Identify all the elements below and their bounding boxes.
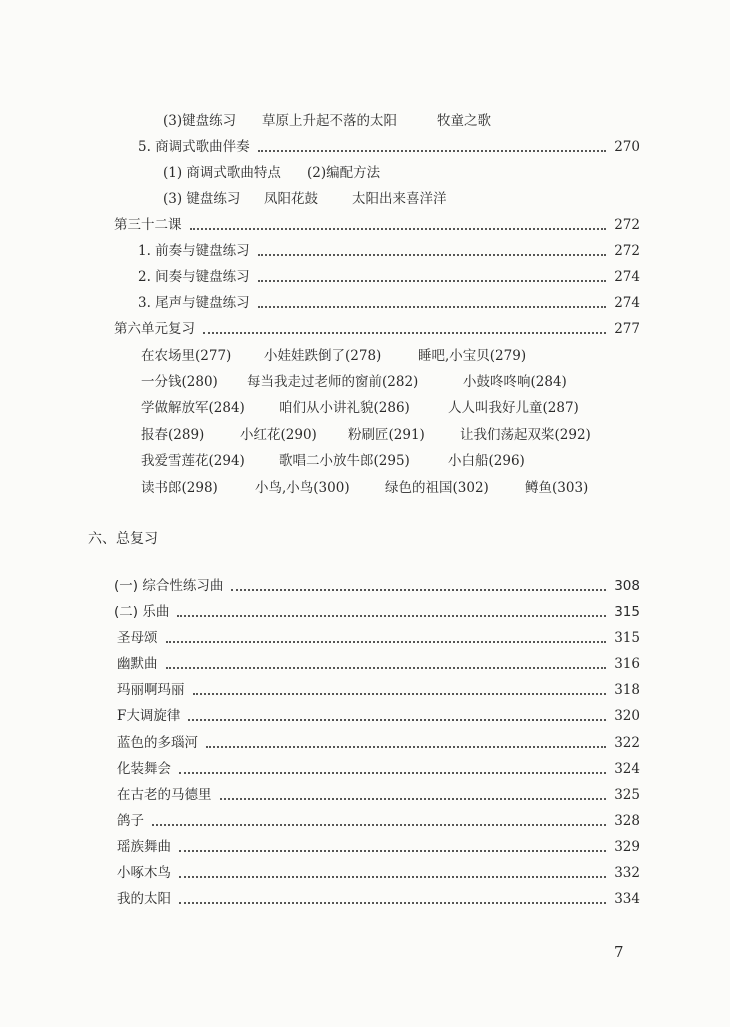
- toc-entry-part[interactable]: [114, 602, 640, 622]
- song-entry[interactable]: 粉刷匠(291): [348, 427, 425, 443]
- toc-text: (1) 商调式歌曲特点: [163, 165, 281, 181]
- toc-entry-page: 315: [614, 604, 640, 620]
- song-entry[interactable]: 鳟鱼(303): [525, 480, 589, 496]
- toc-text: (3)键盘练习: [163, 113, 237, 129]
- toc-entry-page: 272: [614, 243, 640, 259]
- toc-entry-page: 328: [614, 813, 640, 829]
- toc-entry-label: 5. 商调式歌曲伴奏: [138, 139, 250, 155]
- toc-entry-page: 308: [614, 578, 640, 594]
- song-list-row: [0, 451, 730, 471]
- toc-entry-label: 第三十二课: [114, 217, 182, 233]
- leader-dots: [166, 640, 607, 643]
- toc-entry-label: 幽默曲: [117, 656, 158, 672]
- toc-entry-page: 316: [614, 656, 640, 672]
- toc-text: (2)编配方法: [307, 165, 381, 181]
- toc-entry-label: 玛丽啊玛丽: [117, 682, 185, 698]
- song-list-row: [0, 372, 730, 392]
- song-entry[interactable]: 睡吧,小宝贝(279): [418, 348, 527, 364]
- leader-dots: [152, 823, 606, 826]
- leader-dots: [179, 771, 606, 774]
- toc-entry-piece[interactable]: [117, 628, 640, 648]
- song-entry[interactable]: 报春(289): [141, 427, 205, 443]
- page-number: 7: [614, 943, 624, 961]
- toc-entry-page: 324: [614, 761, 640, 777]
- song-entry[interactable]: 让我们荡起双桨(292): [460, 427, 591, 443]
- toc-text: 牧童之歌: [437, 113, 491, 129]
- toc-entry-label: 我的太阳: [117, 891, 171, 907]
- toc-entry-page: 272: [614, 217, 640, 233]
- toc-entry-page: 315: [614, 630, 640, 646]
- toc-entry-label: 1. 前奏与键盘练习: [138, 243, 250, 259]
- toc-entry-label: 第六单元复习: [114, 321, 195, 337]
- toc-entry-label: 在古老的马德里: [117, 787, 212, 803]
- song-entry[interactable]: 小娃娃跌倒了(278): [264, 348, 382, 364]
- toc-entry-label: (一) 综合性练习曲: [114, 578, 224, 594]
- leader-dots: [220, 797, 607, 800]
- toc-text: 太阳出来喜洋洋: [352, 191, 447, 207]
- subitem-line: [0, 163, 730, 183]
- leader-dots: [179, 901, 606, 904]
- toc-entry-piece[interactable]: [117, 811, 640, 831]
- toc-entry-unit6-review[interactable]: [114, 319, 640, 339]
- song-list-row: [0, 398, 730, 418]
- toc-entry-page: 318: [614, 682, 640, 698]
- toc-entry-lesson32-item[interactable]: [138, 241, 640, 261]
- toc-entry-label: 2. 间奏与键盘练习: [138, 269, 250, 285]
- toc-entry-page: 329: [614, 839, 640, 855]
- leader-dots: [258, 253, 606, 256]
- song-entry[interactable]: 一分钱(280): [141, 374, 218, 390]
- song-entry[interactable]: 小鸟,小鸟(300): [255, 480, 350, 496]
- toc-text: (3) 键盘练习: [163, 191, 241, 207]
- leader-dots: [179, 875, 606, 878]
- song-entry[interactable]: 歌唱二小放牛郎(295): [279, 453, 410, 469]
- leader-dots: [231, 588, 606, 591]
- toc-entry-piece[interactable]: [117, 837, 640, 857]
- toc-entry-item5[interactable]: [138, 137, 640, 157]
- leader-dots: [206, 745, 606, 748]
- song-entry[interactable]: 小白船(296): [448, 453, 525, 469]
- song-entry[interactable]: 小鼓咚咚响(284): [463, 374, 567, 390]
- song-list-row: [0, 346, 730, 366]
- toc-entry-label: (二) 乐曲: [114, 604, 170, 620]
- toc-entry-piece[interactable]: [117, 706, 640, 726]
- toc-text: 草原上升起不落的太阳: [262, 113, 397, 129]
- leader-dots: [258, 305, 606, 308]
- toc-entry-page: 334: [614, 891, 640, 907]
- toc-entry-lesson32[interactable]: [114, 215, 640, 235]
- keyboard-exercise-line-2: [0, 189, 730, 209]
- song-entry[interactable]: 每当我走过老师的窗前(282): [247, 374, 419, 390]
- toc-entry-part[interactable]: [114, 576, 640, 596]
- toc-entry-piece[interactable]: [117, 680, 640, 700]
- toc-entry-label: 化装舞会: [117, 761, 171, 777]
- toc-entry-piece[interactable]: [117, 733, 640, 753]
- leader-dots: [258, 279, 606, 282]
- toc-entry-page: 332: [614, 865, 640, 881]
- toc-entry-label: F大调旋律: [117, 708, 181, 724]
- toc-entry-lesson32-item[interactable]: [138, 293, 640, 313]
- toc-entry-lesson32-item[interactable]: [138, 267, 640, 287]
- leader-dots: [188, 718, 606, 721]
- song-entry[interactable]: 读书郎(298): [141, 480, 218, 496]
- song-entry[interactable]: 我爱雪莲花(294): [141, 453, 245, 469]
- toc-entry-page: 325: [614, 787, 640, 803]
- leader-dots: [190, 227, 607, 230]
- toc-entry-page: 274: [614, 295, 640, 311]
- toc-entry-page: 320: [614, 708, 640, 724]
- leader-dots: [203, 331, 606, 334]
- toc-entry-label: 瑶族舞曲: [117, 839, 171, 855]
- leader-dots: [166, 666, 607, 669]
- toc-entry-label: 鸽子: [117, 813, 144, 829]
- section-heading: 六、总复习: [88, 531, 158, 547]
- toc-entry-label: 蓝色的多瑙河: [117, 735, 198, 751]
- toc-entry-page: 322: [614, 735, 640, 751]
- song-list-row: [0, 425, 730, 445]
- leader-dots: [258, 149, 606, 152]
- song-entry[interactable]: 在农场里(277): [141, 348, 232, 364]
- song-list-row: [0, 478, 730, 498]
- toc-entry-label: 3. 尾声与键盘练习: [138, 295, 250, 311]
- song-entry[interactable]: 咱们从小讲礼貌(286): [279, 400, 410, 416]
- toc-entry-page: 277: [614, 321, 640, 337]
- toc-entry-piece[interactable]: [117, 785, 640, 805]
- leader-dots: [193, 692, 607, 695]
- toc-entry-piece[interactable]: [117, 863, 640, 883]
- song-entry[interactable]: 小红花(290): [240, 427, 317, 443]
- song-entry[interactable]: 学做解放军(284): [141, 400, 245, 416]
- song-entry[interactable]: 人人叫我好儿童(287): [448, 400, 579, 416]
- toc-entry-page: 274: [614, 269, 640, 285]
- keyboard-exercise-line-1: [0, 111, 730, 131]
- toc-text: 凤阳花鼓: [264, 191, 318, 207]
- toc-entry-piece[interactable]: [117, 654, 640, 674]
- toc-entry-piece[interactable]: [117, 759, 640, 779]
- toc-entry-label: 小啄木鸟: [117, 865, 171, 881]
- toc-entry-label: 圣母颂: [117, 630, 158, 646]
- leader-dots: [179, 849, 606, 852]
- song-entry[interactable]: 绿色的祖国(302): [385, 480, 489, 496]
- leader-dots: [177, 614, 606, 617]
- toc-entry-page: 270: [614, 139, 640, 155]
- toc-entry-piece[interactable]: [117, 889, 640, 909]
